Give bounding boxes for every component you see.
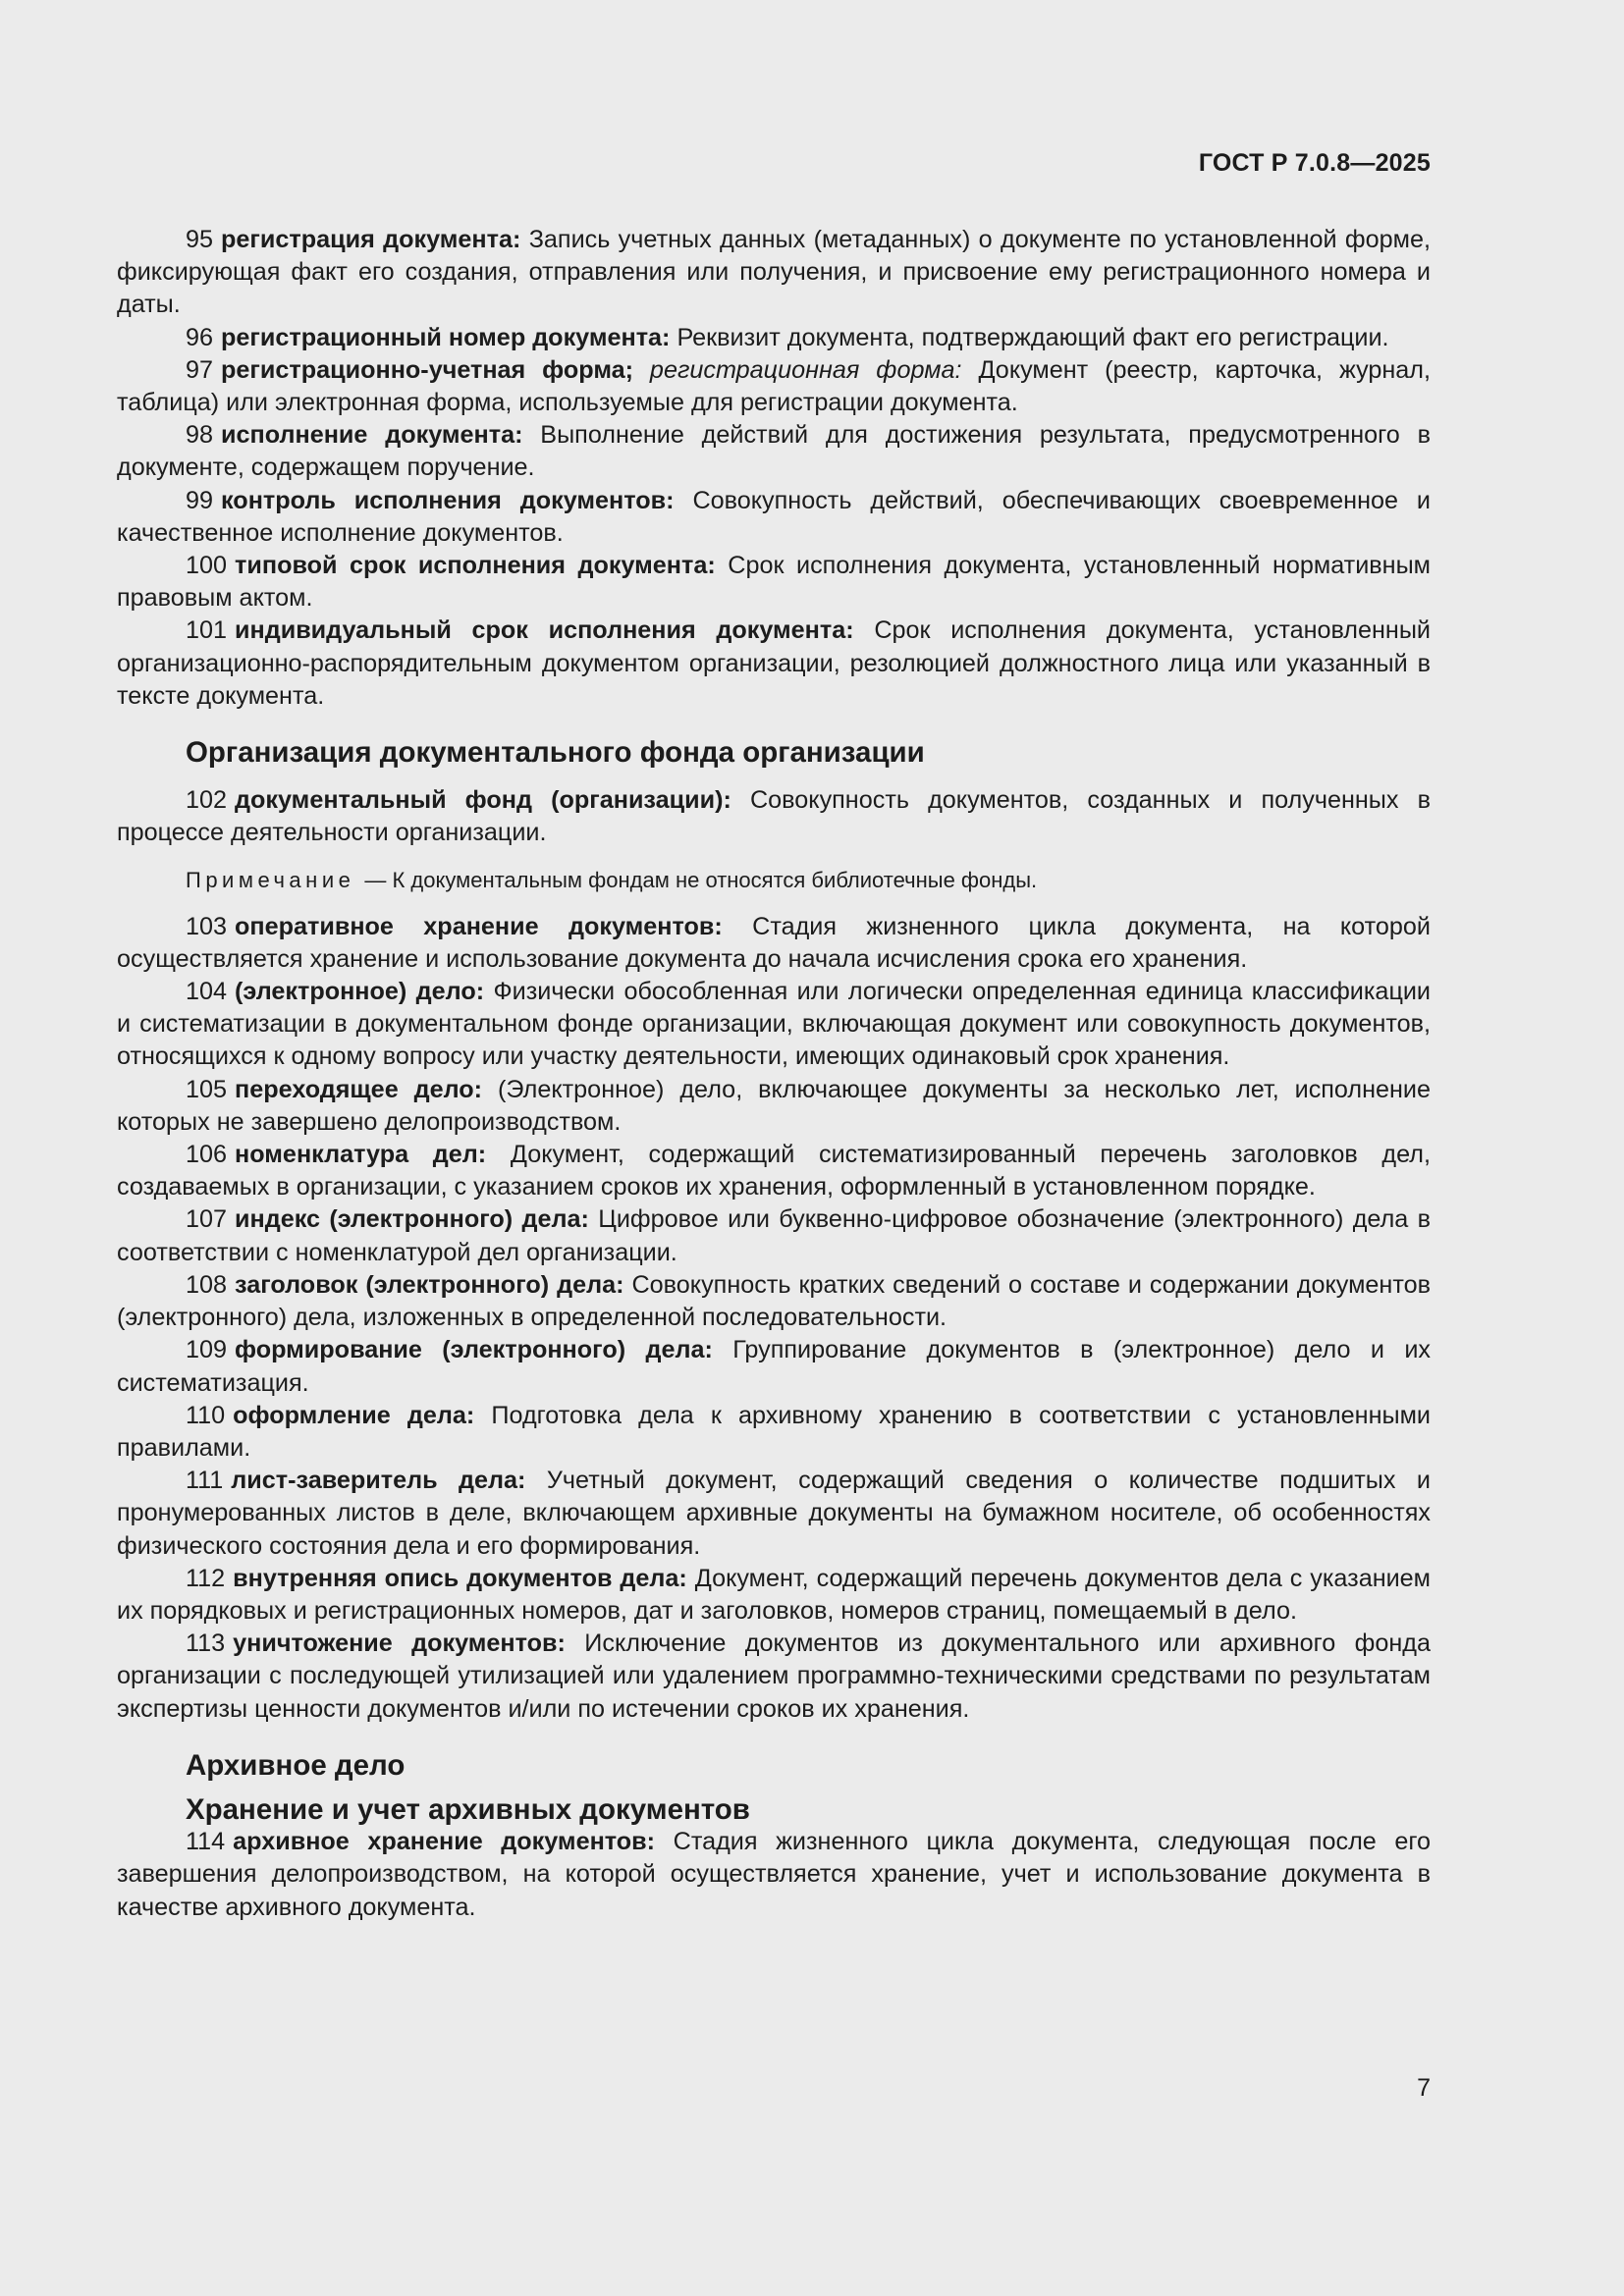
term-entry-114 (117, 1826, 1431, 1924)
term-definition: (Электронное) дело, включающее документы за несколько лет, исполнение которых не завершено делопроизводством. (117, 1075, 1431, 1136)
term-number: 102 (186, 786, 228, 815)
term-entry-101 (117, 614, 1431, 713)
term-definition: Документ, содержащий систематизированный перечень заголовков дел, создаваемых в организации, с указанием сроков их хранения, оформленный в установленном порядке. (117, 1141, 1431, 1201)
term-entry-96 (117, 322, 1431, 354)
term-name: индекс (электронного) дела: (235, 1205, 589, 1234)
note-text: — К документальным фондам не относятся библиотечные фонды. (364, 867, 1038, 892)
term-name: регистрация документа: (221, 226, 521, 253)
term-entry-97 (117, 354, 1431, 419)
term-definition: Совокупность действий, обеспечивающих своевременное и качественное исполнение документов. (117, 486, 1431, 547)
term-definition: Подготовка дела к архивному хранению в соответствии с установленными правилами. (117, 1401, 1431, 1462)
term-name: документальный фонд (организации): (235, 786, 731, 815)
term-number: 109 (186, 1336, 228, 1364)
term-entry-99 (117, 485, 1431, 550)
term-number: 105 (186, 1075, 228, 1103)
term-name: оформление дела: (233, 1401, 475, 1429)
term-name: (электронное) дело: (235, 978, 485, 1006)
term-name: внутренняя опись документов дела: (233, 1564, 687, 1592)
term-number: 95 (186, 226, 214, 253)
term-entry-107 (117, 1203, 1431, 1268)
term-name: лист-заверитель дела: (231, 1467, 526, 1495)
document-body (117, 224, 1431, 1924)
term-entry-95 (117, 224, 1431, 322)
term-definition: Цифровое или буквенно-цифровое обозначение (электронного) дела в соответствии с номенклатурой дел организации. (117, 1205, 1431, 1266)
term-entry-110 (117, 1400, 1431, 1465)
term-name: номенклатура дел: (235, 1141, 487, 1169)
term-definition: Стадия жизненного цикла документа, на которой осуществляется хранение и использование документа до начала исчисления срока его хранения. (117, 912, 1431, 973)
term-number: 104 (186, 978, 228, 1006)
term-number: 97 (186, 355, 214, 384)
term-entry-98 (117, 419, 1431, 484)
section-heading-archive-storage: Хранение и учет архивных документов (186, 1792, 750, 1826)
section-heading-documentary-fund: Организация документального фонда организации (186, 736, 925, 770)
term-number: 106 (186, 1141, 228, 1169)
term-name: оперативное хранение документов: (235, 912, 723, 940)
term-number: 96 (186, 323, 214, 351)
term-name: контроль исполнения документов: (221, 486, 675, 514)
term-name: исполнение документа: (221, 421, 523, 450)
term-definition: Совокупность документов, созданных и полученных в процессе деятельности организации. (117, 786, 1431, 847)
term-definition: Стадия жизненного цикла документа, следующая после его завершения делопроизводством, на которой осуществляется хранение, учет и использование документа в качестве архивного документа. (117, 1828, 1431, 1921)
term-number: 98 (186, 421, 214, 450)
term-entry-109 (117, 1334, 1431, 1399)
term-name: переходящее дело: (235, 1075, 483, 1103)
term-definition: Запись учетных данных (метаданных) о документе по установленной форме, фиксирующая факт его создания, отправления или получения, и присвоение ему регистрационного номера и даты. (117, 226, 1431, 319)
term-number: 110 (186, 1401, 226, 1429)
term-definition: Реквизит документа, подтверждающий факт его регистрации. (670, 323, 1389, 351)
note-label: Примечание (186, 867, 355, 892)
term-number: 103 (186, 912, 228, 940)
term-number: 100 (186, 552, 228, 580)
term-entry-112 (117, 1563, 1431, 1628)
term-definition: Документ, содержащий перечень документов дела с указанием их порядковых и регистрационных номеров, дат и заголовков, номеров страниц, помещаемый в дело. (117, 1564, 1432, 1625)
term-name: регистрационный номер документа: (221, 323, 671, 351)
term-entry-103 (117, 911, 1431, 976)
note (117, 866, 1431, 895)
term-number: 113 (186, 1629, 226, 1658)
term-entry-102 (117, 784, 1431, 849)
term-name: типовой срок исполнения документа: (235, 552, 716, 580)
term-number: 107 (186, 1205, 228, 1234)
term-entry-108 (117, 1269, 1431, 1334)
term-name: архивное хранение документов: (233, 1828, 656, 1856)
term-synonym: регистрационная форма: (633, 355, 962, 384)
term-number: 114 (186, 1828, 226, 1856)
term-name: регистрационно-учетная форма; (221, 355, 634, 384)
term-name: уничтожение документов: (233, 1629, 566, 1658)
term-number: 111 (186, 1467, 224, 1495)
page-number: 7 (1417, 2074, 1431, 2102)
term-definition: Совокупность кратких сведений о составе и содержании документов (электронного) дела, изложенных в определенной последовательности. (117, 1270, 1431, 1332)
term-name: формирование (электронного) дела: (235, 1336, 713, 1364)
term-entry-104 (117, 976, 1431, 1074)
term-name: индивидуальный срок исполнения документа: (235, 616, 854, 645)
standard-code-header: ГОСТ Р 7.0.8—2025 (1198, 149, 1431, 177)
term-number: 108 (186, 1270, 228, 1299)
term-entry-113 (117, 1628, 1431, 1726)
term-entry-111 (117, 1465, 1431, 1563)
term-definition: Учетный документ, содержащий сведения о количестве подшитых и пронумерованных листов в деле, включающем архивные документы на бумажном носителе, об особенностях физического состояния дела и его формирования. (117, 1467, 1431, 1560)
term-number: 99 (186, 486, 214, 514)
term-definition: Группирование документов в (электронное) дело и их систематизация. (117, 1336, 1431, 1397)
term-entry-105 (117, 1074, 1431, 1139)
term-definition: Срок исполнения документа, установленный нормативным правовым актом. (117, 552, 1431, 613)
term-number: 101 (186, 616, 228, 645)
term-definition: Физически обособленная или логически определенная единица классификации и систематизации в документальном фонде организации, включающая документ или совокупность документов, относящихся к одному вопросу или участку деятельности, имеющих одинаковый срок хранения. (117, 978, 1432, 1071)
term-definition: Документ (реестр, карточка, журнал, таблица) или электронная форма, используемые для регистрации документа. (117, 355, 1432, 417)
term-entry-100 (117, 550, 1431, 614)
term-definition: Исключение документов из документального или архивного фонда организации с последующей утилизацией или удалением программно-техническими средствами по результатам экспертизы ценности документов и/или по истечении сроков их хранения. (117, 1629, 1431, 1723)
term-definition: Выполнение действий для достижения результата, предусмотренного в документе, содержащем поручение. (117, 421, 1431, 482)
section-heading-archive: Архивное дело (186, 1748, 406, 1782)
term-number: 112 (186, 1564, 226, 1592)
term-entry-106 (117, 1139, 1431, 1203)
term-definition: Срок исполнения документа, установленный организационно-распорядительным документом организации, резолюцией должностного лица или указанный в тексте документа. (117, 616, 1431, 710)
term-name: заголовок (электронного) дела: (235, 1270, 624, 1299)
